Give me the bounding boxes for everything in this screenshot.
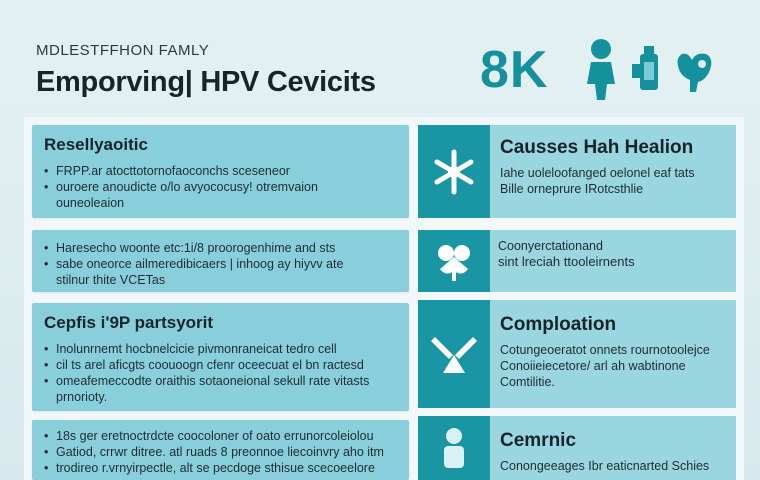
card-line: sint lreciah ttooleirnents xyxy=(498,254,635,269)
person-icon xyxy=(583,38,619,107)
bottle-icon xyxy=(630,46,662,101)
bullet-item: • Gatiod, crrwr ditree. atl ruads 8 preonnoe liecoinvry aho itm xyxy=(44,444,397,460)
card-heading: Comploation xyxy=(500,314,617,335)
right-card-3 xyxy=(490,300,736,408)
card-line: Bille orneprure IRotcsthlie xyxy=(500,182,644,196)
left-card-2 xyxy=(32,230,409,292)
uterus-icon xyxy=(676,50,716,97)
right-card-4 xyxy=(490,416,736,480)
card-line: Cotungeoeratot onnets rournotoolejce xyxy=(500,343,710,357)
clover-cell-icon xyxy=(418,230,490,292)
card-line: prnorioty. xyxy=(56,390,108,404)
card-heading: Causses Hah Healion xyxy=(500,137,694,158)
card-line: Coonyerctationand xyxy=(498,239,603,253)
bullet-item: • trodireo r.vrnyirpectle, alt se pecdoge sthisue scecoeelore xyxy=(44,460,397,476)
right-card-2 xyxy=(490,230,736,292)
card-line: Conongeeages Ibr eaticnarted Schies xyxy=(500,459,710,473)
bullet-item: • Haresecho woonte etc:1i/8 proorogenhime and sts xyxy=(44,240,397,256)
card-heading: Cemrnic xyxy=(500,430,577,451)
card-heading: Resellyaoitic xyxy=(44,135,148,154)
bullet-item: • sabe oneorce ailmeredibicaers | inhoog ay hiyvv ate xyxy=(44,256,397,272)
badge-8k: 8K xyxy=(480,41,549,99)
page-title: Emporving| HPV Cevicits xyxy=(36,66,376,98)
card-heading: Cepfis i'9P partsyorit xyxy=(44,313,214,332)
crossed-tubes-icon xyxy=(418,300,490,408)
bullet-item: • FRPP.ar atocttotornofaoconchs sceseneor xyxy=(44,163,397,179)
card-line: stilnur thite VCETas xyxy=(56,273,166,287)
left-card-3 xyxy=(32,303,409,411)
snowflake-virus-icon xyxy=(418,125,490,218)
card-line: Conoiieiecetore/ arl ah wabtinone xyxy=(500,359,686,373)
card-line: ouneoleaion xyxy=(56,196,125,210)
bullet-item: • 18s ger eretnoctrdcte coocoloner of oato errunorcoleiolou xyxy=(44,428,397,444)
bullet-item: • omeafemeccodte oraithis sotaoneional sekull rate vitasts xyxy=(44,373,397,389)
kicker-text: MDLESTFFHON FAMLY xyxy=(36,42,210,59)
card-line: Iahe uoleloofanged oelonel eaf tats xyxy=(500,166,695,180)
right-card-1 xyxy=(490,125,736,218)
left-card-1 xyxy=(32,125,409,218)
bullet-item: • cil ts arel aficgts coouoogn cfenr oceecuat el bn ractesd xyxy=(44,357,397,373)
figure-icon xyxy=(418,416,490,480)
left-card-4 xyxy=(32,420,409,480)
bullet-item: • Inolunrnemt hocbnelcicie pivmonraneicat tedro cell xyxy=(44,341,397,357)
card-line: Comtilitie. xyxy=(500,375,555,389)
bullet-item: • ouroere anoudicte o/lo avyococusy! otremvaion xyxy=(44,179,397,195)
